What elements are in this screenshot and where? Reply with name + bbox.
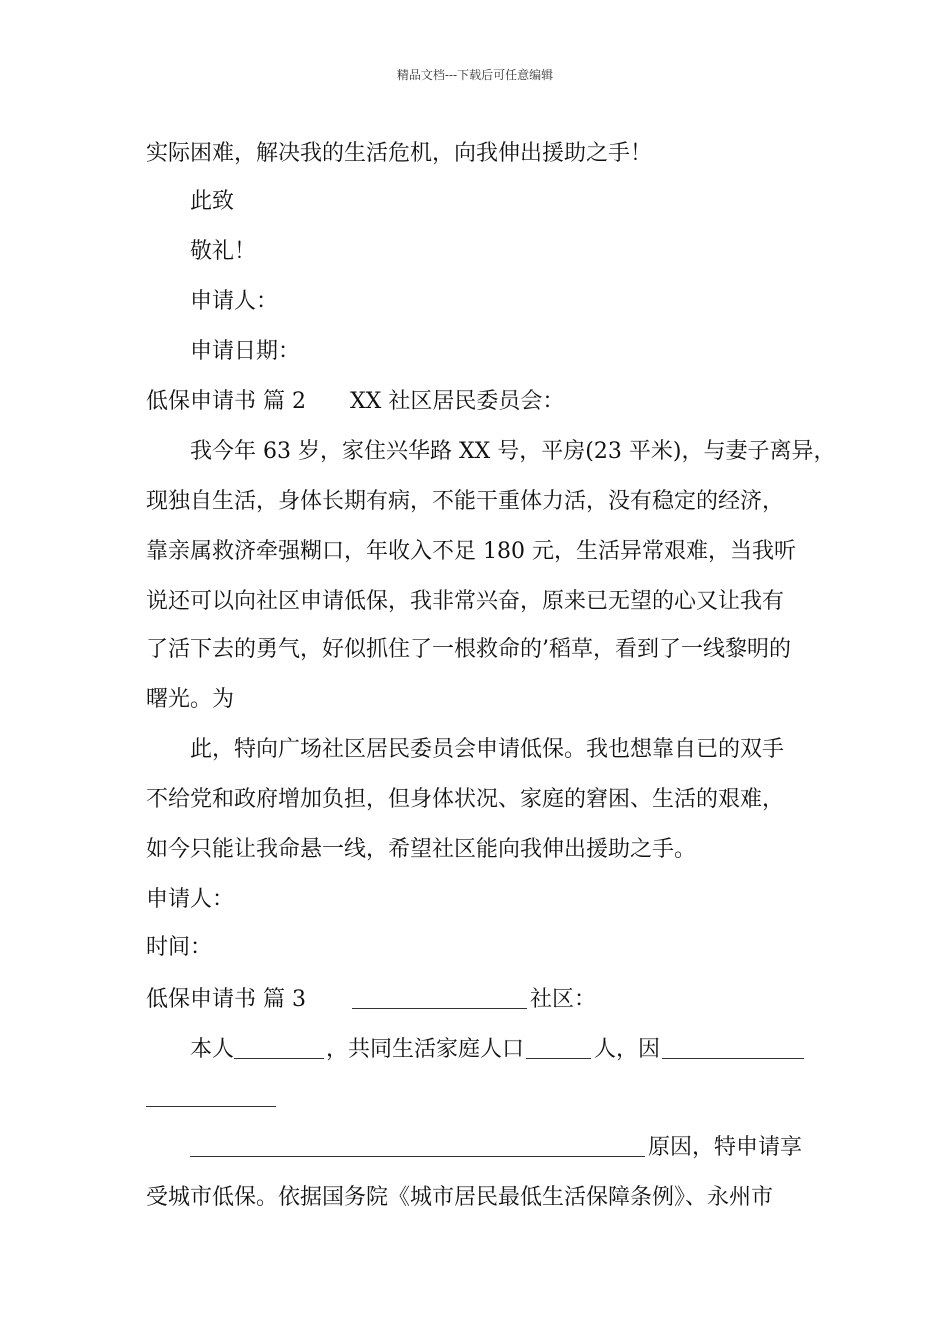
body-line: 说还可以向社区申请低保，我非常兴奋，原来已无望的心又让我有 (146, 589, 785, 614)
body-line: 现独自生活，身体长期有病，不能干重体力活，没有稳定的经济， (146, 489, 785, 514)
time-label: 时间： (146, 935, 213, 960)
body-line: 不给党和政府增加负担，但身体状况、家庭的窘困、生活的艰难， (146, 787, 785, 812)
applicant-label: 申请人： (190, 289, 279, 314)
form-label: 人，因 (594, 1037, 661, 1062)
section-title-3: 低保申请书 篇 3 (146, 987, 306, 1012)
recipient: 社区： (530, 987, 597, 1012)
page-header: 精品文档---下载后可任意编辑 (396, 68, 554, 82)
body-line: 原因，特申请享 (648, 1135, 803, 1160)
body-line: 受城市低保。依据国务院《城市居民最低生活保障条例》、永州市 (146, 1185, 774, 1210)
body-line: 实际困难，解决我的生活危机，向我伸出援助之手！ (146, 141, 653, 166)
closing-cizhi: 此致 (190, 189, 235, 214)
reason-blank-long (190, 1138, 645, 1157)
name-blank (234, 1040, 324, 1059)
form-label: 本人 (190, 1037, 235, 1062)
section-title-2: 低保申请书 篇 2 (146, 389, 306, 414)
community-blank (352, 990, 527, 1009)
form-label: ，共同生活家庭人口 (326, 1037, 525, 1062)
household-count-blank (526, 1040, 591, 1059)
closing-jingli: 敬礼！ (190, 239, 257, 264)
body-line: 靠亲属救济牵强糊口，年收入不足 180 元，生活异常艰难，当我听 (146, 539, 796, 564)
body-line: 此，特向广场社区居民委员会申请低保。我也想靠自已的双手 (190, 737, 785, 762)
body-line: 我今年 63 岁，家住兴华路 XX 号，平房(23 平米)，与妻子离异， (190, 439, 836, 464)
body-line: 曙光。为 (146, 687, 235, 712)
applicant-label: 申请人： (146, 887, 235, 912)
reason-blank-continued (146, 1088, 276, 1107)
application-date-label: 申请日期： (190, 339, 301, 364)
body-line: 了活下去的勇气，好似抓住了一根救命的’稻草，看到了一线黎明的 (146, 637, 791, 662)
recipient: XX 社区居民委员会： (350, 389, 565, 414)
body-line: 如今只能让我命悬一线，希望社区能向我伸出援助之手。 (146, 837, 697, 862)
reason-blank (662, 1040, 804, 1059)
